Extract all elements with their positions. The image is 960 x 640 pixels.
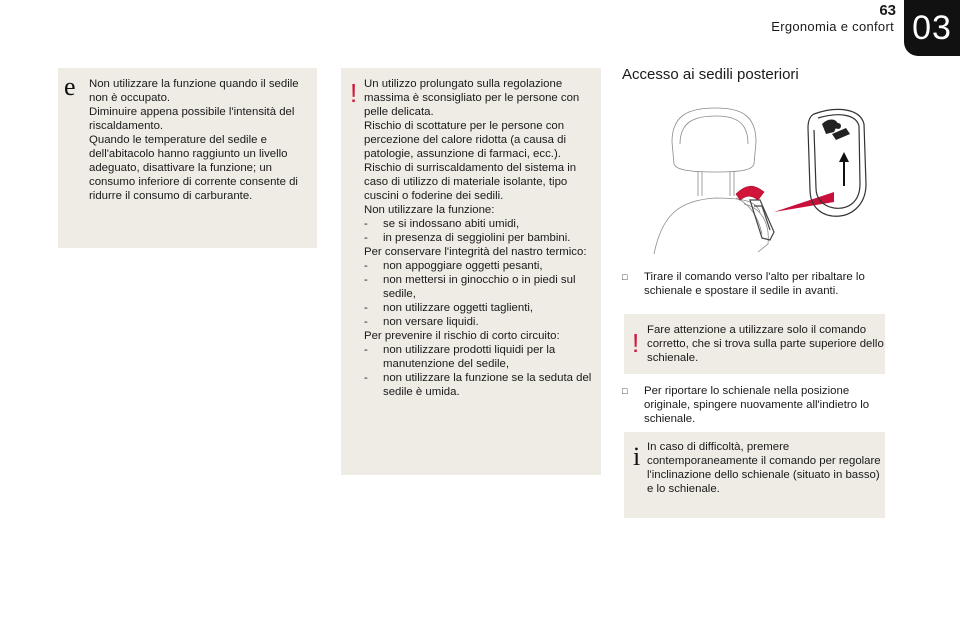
eco-line: riscaldamento. [89,120,164,132]
eco-info-box [58,68,317,248]
warning-icon: ! [350,78,358,108]
heating-warning-box [341,68,601,475]
warning-line: massima è sconsigliato per le persone con [364,92,580,104]
eco-line: consumo inferiore di corrente consente di [89,176,298,188]
eco-line: dell'abitacolo hanno raggiunto un livello [89,148,288,160]
warning-bullet-continuation: sedile, [383,288,416,300]
step-text: schienale e spostare il sedile in avanti. [644,285,839,297]
warning-bullet: - non appoggiare oggetti pesanti, [364,259,591,273]
note-line: l'inclinazione dello schienale (situato in basso) [647,469,880,481]
eco-line: ridurre il consumo di carburante. [89,190,253,202]
warning-line: Per conservare l'integrità del nastro termico: [364,246,587,258]
step-2 [644,384,869,426]
eco-line: Quando le temperature del sedile e [89,134,267,146]
note-line: In caso di difficoltà, premere [647,441,790,453]
warning-bullet: - in presenza di seggiolini per bambini. [364,231,591,245]
note-line: schienale. [647,352,699,364]
warning-bullet: - non mettersi in ginocchio o in piedi sul [364,273,591,287]
warning-line: patologie, assunzione di farmaci, ecc.). [364,148,561,160]
lever-warning-box [624,314,885,374]
warning-line: caso di utilizzo di materiale isolante, tipo [364,176,568,188]
warning-bullet-continuation: manutenzione del sedile, [383,358,510,370]
warning-bullet: - non utilizzare oggetti taglienti, [364,301,591,315]
step-text: Tirare il comando verso l'alto per ribaltare lo [644,271,865,283]
note-line: contemporaneamente il comando per regolare [647,455,881,467]
seat-lever-illustration [650,104,874,270]
warning-line: Non utilizzare la funzione: [364,204,495,216]
chapter-tab: 03 [904,0,960,56]
note-line: corretto, che si trova sulla parte superiore dello [647,338,884,350]
seat-recline-icon [822,120,850,141]
step-text: Per riportare lo schienale nella posizione [644,385,850,397]
section-title: Accesso ai sedili posteriori [622,66,799,83]
step-marker-icon: □ [622,272,628,282]
headrest-drawing [654,108,768,254]
warning-line: Rischio di surriscaldamento del sistema in [364,162,577,174]
warning-line: Per prevenire il rischio di corto circuito: [364,330,560,342]
warning-bullet: - se si indossano abiti umidi, [364,217,591,231]
warning-bullet: - non utilizzare prodotti liquidi per la [364,343,591,357]
info-icon: i [633,442,641,471]
step-1 [644,270,865,298]
callout-pointer [774,192,834,212]
warning-bullet: - non versare liquidi. [364,315,591,329]
step-text: schienale. [644,413,696,425]
warning-line: cuscini o foderine dei sedili. [364,190,504,202]
warning-icon: ! [632,328,640,358]
pull-arrow [736,186,764,200]
warning-bullet: - non utilizzare la funzione se la seduta del [364,371,591,385]
note-line: Fare attenzione a utilizzare solo il comando [647,324,867,336]
page-number: 63 [879,2,896,19]
warning-line: Un utilizzo prolungato sulla regolazione [364,78,563,90]
eco-icon: e [64,72,76,101]
warning-line: Rischio di scottature per le persone con [364,120,565,132]
eco-line: Diminuire appena possibile l'intensità del [89,106,295,118]
warning-bullet-continuation: sedile è umida. [383,386,460,398]
eco-line: non è occupato. [89,92,171,104]
warning-line: percezione del calore ridotta (a causa di [364,134,566,146]
eco-line: adeguato, disattivare la funzione; un [89,162,273,174]
note-line: e lo schienale. [647,483,720,495]
step-marker-icon: □ [622,386,628,396]
warning-line: pelle delicata. [364,106,434,118]
chapter-title: Ergonomia e confort [771,19,894,34]
step-text: originale, spingere nuovamente all'indietro lo [644,399,870,411]
info-box [624,432,885,518]
eco-line: Non utilizzare la funzione quando il sedile [89,78,299,90]
